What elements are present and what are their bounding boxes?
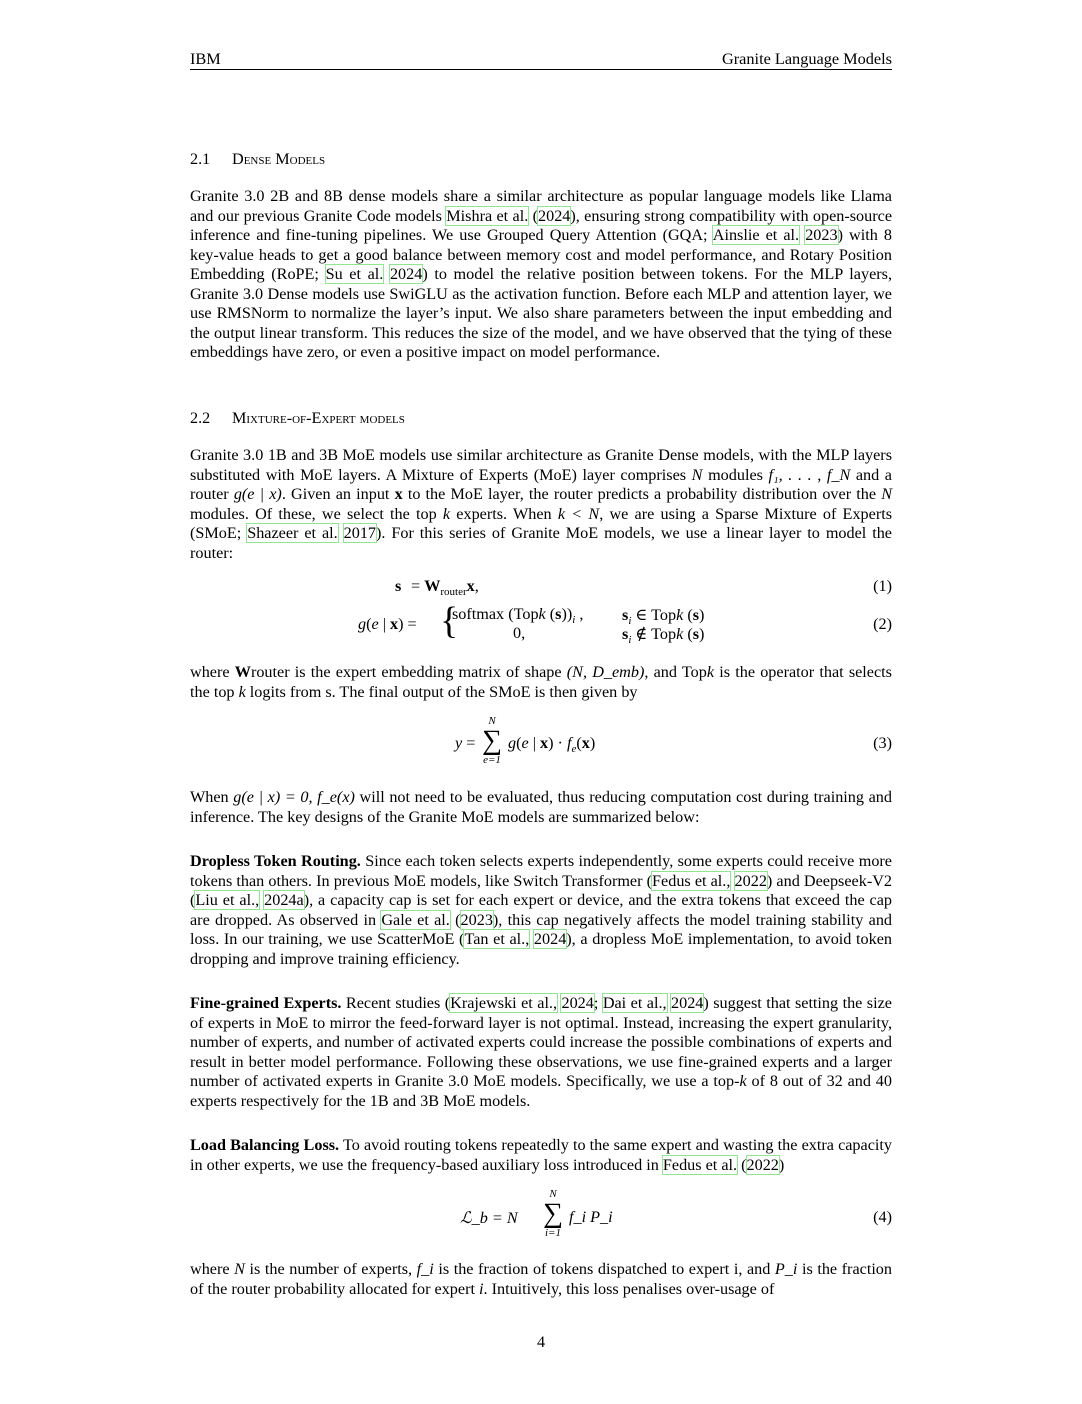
text-run — [383, 265, 390, 283]
text-run: Granite 3.0 2B and 8B dense models share a similar architecture as popular language models like Llama and our previous Granite Code models — [190, 187, 892, 225]
citation-link[interactable]: Fedus et al., — [652, 871, 731, 890]
equation-4: ℒ_b = N N ∑ i=1 f_i P_i (4) — [460, 1188, 892, 1239]
text-run: modules — [702, 465, 769, 484]
text-run: ) — [778, 1155, 785, 1174]
citation-link[interactable]: 2024 — [671, 994, 704, 1012]
equation-body: f_i P_i — [569, 1208, 613, 1226]
math-inline: k — [706, 663, 715, 681]
page-number: 4 — [536, 1333, 546, 1351]
text-run: to the MoE layer, the router predicts a probability distribution over the — [402, 485, 882, 503]
citation-link[interactable]: Tan et al., — [464, 930, 530, 948]
bold-text: Load Balancing Loss. — [190, 1136, 340, 1154]
citation-link[interactable]: 2024 — [538, 206, 571, 225]
text-run: ), a capacity cap is set for each expert or device, and the extra tokens that exceed the cap are dropped. As observed in — [190, 891, 893, 929]
section-heading-moe — [190, 409, 405, 428]
text-run: Recent studies ( — [341, 994, 451, 1012]
citation-link[interactable]: Mishra et al. — [446, 206, 529, 225]
text-run — [730, 872, 734, 890]
text-run: is the operator that selects the top — [190, 663, 892, 701]
citation-link[interactable]: 2024a — [264, 891, 304, 909]
math-inline: f₁, . . . , f_N — [768, 465, 851, 484]
text-run: , and Top — [644, 663, 707, 681]
section-number: 2.2 — [190, 409, 211, 427]
math-inline: k — [442, 504, 451, 523]
section-title: Dense Models — [232, 150, 326, 168]
text-run: . Intuitively, this loss penalises over-usage of — [483, 1279, 775, 1298]
text-run: ), this cap negatively affects the model training stability and loss. In our training, we use ScatterMoE ( — [190, 910, 893, 948]
section-heading-dense — [190, 150, 325, 169]
header-left: IBM — [190, 49, 221, 68]
text-run: ( — [528, 206, 539, 225]
math-inline: g(e | x) — [233, 485, 282, 503]
text-run: ) suggest that setting the size of experts in MoE to mirror the feed-forward layer is not optimal. Instead, increasing the expert granularity, number of experts, and number of activated experts could increase the possible combinations of experts and result in better model performance. Following these observations, we use fine-grained experts and a larger number of activated experts in Granite 3.0 MoE models. Specifically, we use a top- — [190, 994, 892, 1090]
citation-link[interactable]: Ainslie et al. — [712, 226, 800, 244]
paragraph — [190, 1260, 892, 1299]
text-run: is the fraction of tokens dispatched to expert i, and — [433, 1260, 775, 1278]
math-inline: i — [479, 1279, 484, 1298]
paragraph — [190, 663, 892, 702]
equation-2: g(e | x) = { softmax (Topk $(s))_i$ , $s_i$ ∈ Topk (s) 0, $s_i$ ∉ Topk (s) (2) — [358, 600, 892, 647]
equation-3: y = N ∑ e=1 g(e | $x) \cdot f_e(x)$ (3) — [455, 715, 892, 766]
citation-link[interactable]: 2022 — [746, 1155, 779, 1174]
text-run: modules. Of these, we select the top — [190, 504, 443, 523]
text-run: ; — [593, 994, 603, 1012]
text-run: To avoid routing tokens repeatedly to the same expert and wasting the extra capacity in other experts, we use the frequency-based auxiliary loss introduced in — [190, 1136, 892, 1174]
section-number: 2.1 — [190, 150, 211, 168]
citation-link[interactable]: Krajewski et al., — [450, 994, 558, 1012]
math-inline: k — [739, 1072, 747, 1090]
citation-link[interactable]: 2024 — [561, 994, 594, 1012]
text-run: ) and Deepseek-V2 ( — [190, 871, 892, 909]
math-inline: g(e | x) = 0, f_e(x) — [233, 788, 355, 806]
text-run: ). For this series of Granite MoE models, we use a linear layer to model the router: — [190, 524, 892, 562]
text-run: of 8 out of 32 and 40 experts respectively for the 1B and 3B MoE models. — [190, 1072, 892, 1110]
bold-text: W — [234, 663, 251, 681]
paragraph-load-balancing — [190, 1136, 892, 1175]
header-rule — [190, 69, 892, 70]
text-run: , we are using a Sparse Mixture of Experts (SMoE; — [190, 504, 893, 542]
paragraph — [190, 187, 892, 363]
text-run: will not need to be evaluated, thus reducing computation cost during training and inference. The key designs of the Granite MoE models are summarized below: — [190, 788, 892, 826]
math-inline: N — [691, 465, 703, 484]
text-run: ) to model the relative position between tokens. For the MLP layers, Granite 3.0 Dense models use SwiGLU as the activation function. Before each MLP and attention layer, we use RMSNorm to normalize the layer’s input. We also share parameters between the input embedding and the output linear transform. This reduces the size of the model, and we have observed that the tying of these embeddings have zero, or even a positive impact on model performance. — [190, 265, 892, 361]
text-run — [338, 524, 344, 542]
math-inline: N — [234, 1260, 245, 1278]
running-header — [190, 49, 892, 69]
math-inline: k — [238, 682, 246, 701]
header-right: Granite Language Models — [722, 49, 892, 68]
equation-number: (4) — [873, 1208, 892, 1226]
paragraph-fine-grained — [190, 994, 892, 1111]
text-run: where — [190, 663, 235, 681]
math-inline: k < N — [557, 504, 600, 523]
bold-text: Fine-grained Experts. — [190, 994, 342, 1012]
citation-link[interactable]: Liu et al., — [195, 891, 260, 909]
text-run: ), a dropless MoE implementation, to avoid token dropping and improve training efficiency. — [190, 930, 892, 968]
equation-lhs: ℒ_b = N — [460, 1209, 518, 1227]
citation-link[interactable]: 2024 — [389, 265, 423, 283]
citation-link[interactable]: 2022 — [734, 871, 767, 890]
citation-link[interactable]: Gale et al. — [381, 910, 450, 929]
text-run: ( — [449, 910, 461, 929]
text-run: logits from s. The final output of the SMoE is then given by — [245, 682, 638, 701]
equation-number: (2) — [873, 615, 892, 633]
math-inline: N — [881, 485, 892, 503]
citation-link[interactable]: 2024 — [533, 930, 567, 948]
text-run: and a router — [190, 465, 892, 503]
text-run: where — [190, 1260, 235, 1278]
citation-link[interactable]: Su et al. — [325, 265, 384, 283]
text-run: is the fraction of the router probability allocated for expert — [190, 1260, 892, 1298]
text-run: ( — [737, 1155, 747, 1174]
equation-number: (3) — [873, 734, 892, 752]
equation-number: (1) — [873, 577, 892, 595]
text-run: is the number of experts, — [244, 1260, 417, 1278]
text-run: ) with 8 key-value heads to get a good balance between memory cost and model performance, and Rotary Position Embedding (RoPE; — [190, 226, 893, 283]
bold-text: x — [394, 485, 403, 503]
text-run: When — [190, 788, 234, 806]
citation-link[interactable]: 2023 — [805, 226, 838, 244]
citation-link[interactable]: Fedus et al. — [662, 1155, 738, 1174]
text-run: router is the expert embedding matrix of shape — [250, 663, 567, 681]
math-inline: f_i — [416, 1260, 434, 1278]
text-run: . Given an input — [281, 485, 395, 503]
paragraph — [190, 446, 892, 563]
bold-text: Dropless Token Routing. — [190, 852, 361, 870]
citation-link[interactable]: 2023 — [460, 910, 493, 929]
citation-link[interactable]: 2017 — [343, 524, 377, 542]
text-run: Since each token selects experts independently, some experts could receive more tokens than others. In previous MoE models, like Switch Transformer ( — [190, 852, 892, 890]
section-title: Mixture-of-Expert models — [232, 409, 405, 427]
text-run: experts. When — [450, 504, 558, 523]
math-inline: P_i — [774, 1260, 798, 1278]
paragraph-dropless — [190, 852, 892, 969]
citation-link[interactable]: Shazeer et al. — [247, 524, 338, 542]
citation-link[interactable]: Dai et al., — [602, 994, 667, 1012]
text-run: ), ensuring strong compatibility with open-source inference and fine-tuning pipelines. We use Grouped Query Attention (GQA; — [190, 206, 893, 244]
math-inline: (N, D_emb) — [566, 663, 645, 681]
paragraph — [190, 788, 892, 827]
text-run: Granite 3.0 1B and 3B MoE models use similar architecture as Granite Dense models, with the MLP layers substituted with MoE layers. A Mixture of Experts (MoE) layer comprises — [190, 446, 892, 484]
